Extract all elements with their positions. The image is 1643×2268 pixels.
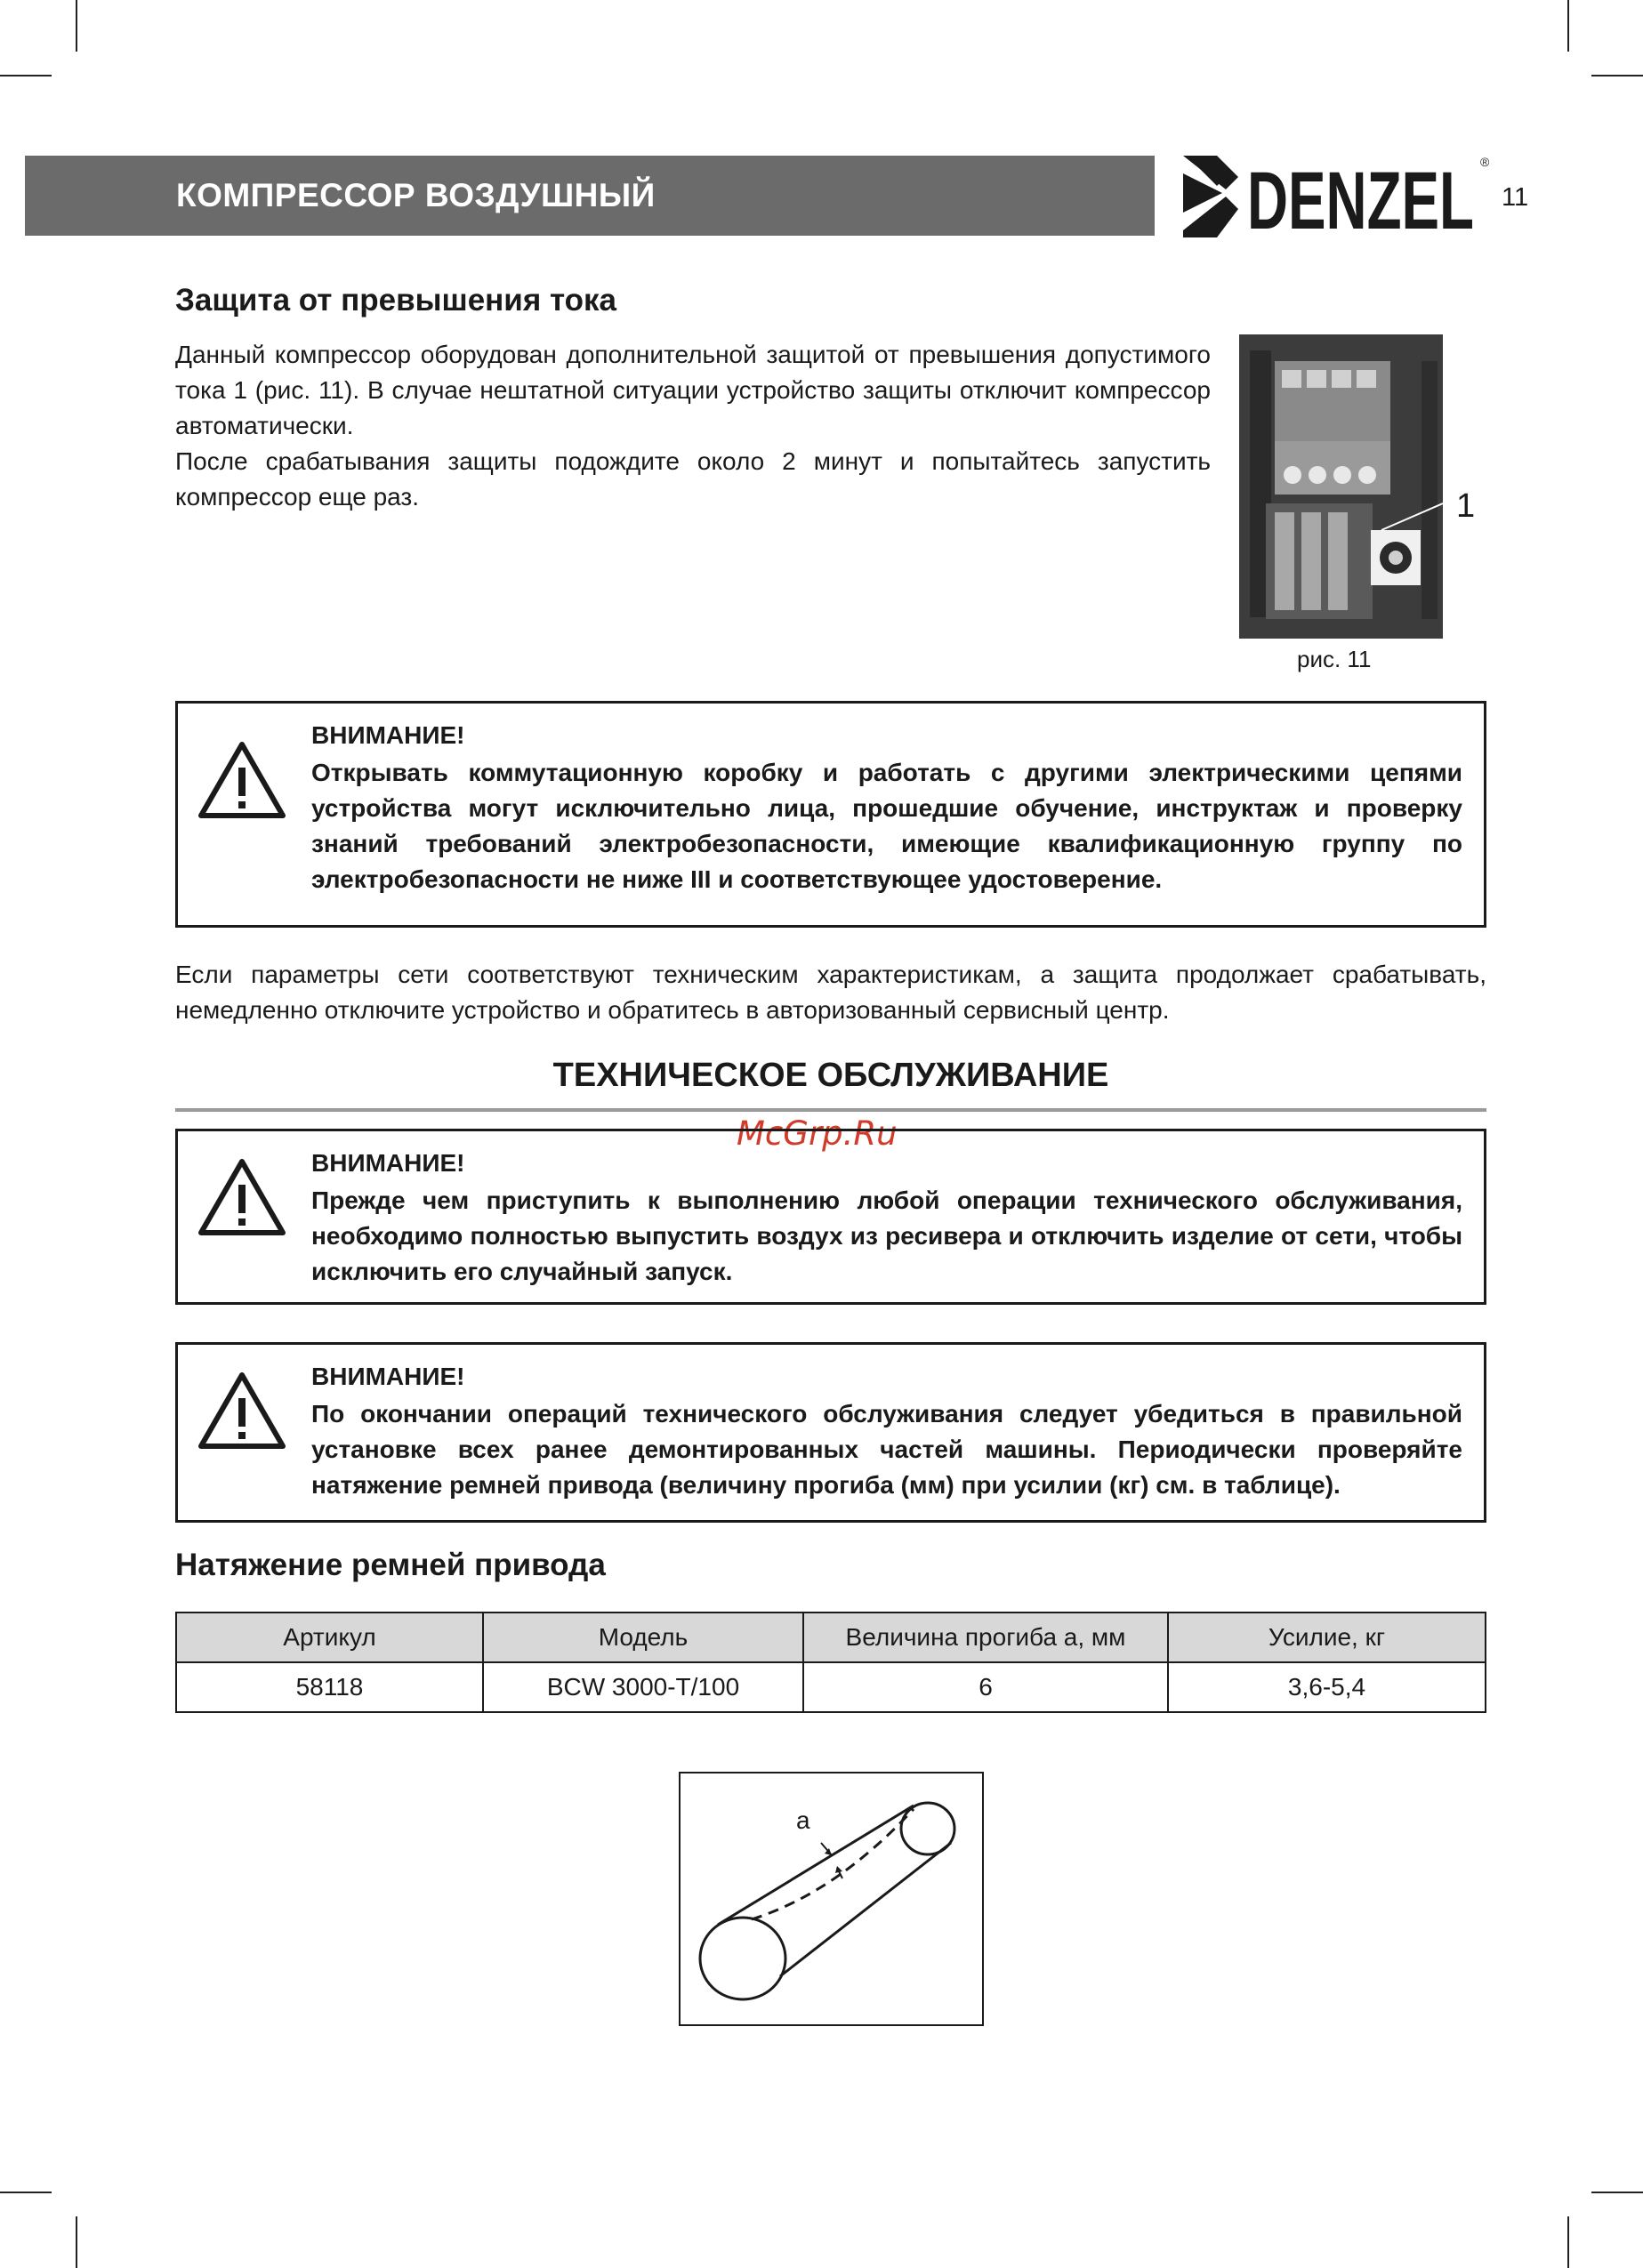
figure-caption: рис. 11: [1297, 646, 1372, 672]
protection-device-photo: [1239, 334, 1443, 639]
belt-deflection-diagram: [679, 1772, 984, 2026]
crop-mark: [1591, 75, 1643, 76]
warning-text: Открывать коммутационную коробку и работать с другими электрическими цепями устройства могут исключительно лица, прошедшие обучение, инструктаж и проверку знаний требований электробезопасности, имеющие квалификационную группу по электробезопасности не ниже III и соответствующее удостоверение.: [311, 759, 1462, 893]
table-row: [176, 1662, 1486, 1712]
figure-callout-number: 1: [1456, 487, 1476, 525]
header-title: КОМПРЕССОР ВОЗДУШНЫЙ: [25, 156, 1155, 236]
warning-text: По окончании операций технического обслуживания следует убедиться в правильной установке всех ранее демонтированных частей машины. Периодически проверяйте натяжение ремней привода (величину прогиба (мм) при усилии (кг) см. в таблице).: [311, 1400, 1462, 1499]
warning-box-reassembly: [175, 1342, 1486, 1523]
warning-text: Прежде чем приступить к выполнению любой операции технического обслуживания, необходимо полностью выпустить воздух из ресивера и отключить изделие от сети, чтобы исключить его случайный запуск.: [311, 1186, 1462, 1285]
crop-mark: [1591, 2192, 1643, 2193]
overcurrent-paragraph-1: Данный компрессор оборудован дополнительной защитой от превышения допустимого тока 1 (рис. 11). В случае нештатной ситуации устройство защиты отключит компрессор автоматически.: [175, 341, 1211, 439]
service-center-paragraph: Если параметры сети соответствуют техническим характеристикам, а защита продолжает срабатывать, немедленно отключите устройство и обратитесь в авторизованный сервисный центр.: [175, 961, 1486, 1024]
overcurrent-paragraph-2: После срабатывания защиты подождите около 2 минут и попытайтесь запустить компрессор еще раз.: [175, 447, 1211, 511]
crop-mark: [1567, 2216, 1569, 2268]
svg-text:DENZEL: DENZEL: [1247, 156, 1474, 246]
svg-text:®: ®: [1480, 155, 1490, 169]
warning-box-electrical: [175, 701, 1486, 928]
belt-tension-heading: Натяжение ремней привода: [175, 1548, 606, 1582]
warning-box-air-release: [175, 1129, 1486, 1305]
table-header-row: [176, 1613, 1486, 1662]
warning-title: ВНИМАНИЕ!: [311, 721, 465, 749]
deflection-label: a: [796, 1806, 810, 1834]
column-header: Величина прогиба а, мм: [803, 1613, 1168, 1662]
column-header: Усилие, кг: [1168, 1613, 1486, 1662]
warning-icon: [197, 741, 286, 819]
maintenance-title: ТЕХНИЧЕСКОЕ ОБСЛУЖИВАНИЕ: [552, 1057, 1109, 1094]
warning-icon: [197, 1158, 286, 1236]
warning-title: ВНИМАНИЕ!: [311, 1363, 465, 1390]
table-cell: BCW 3000-T/100: [483, 1662, 803, 1712]
column-header: Артикул: [176, 1613, 483, 1662]
section-divider: [175, 1108, 1486, 1112]
belt-tension-table: [175, 1612, 1486, 1713]
table-cell: 3,6-5,4: [1168, 1662, 1486, 1712]
crop-mark: [0, 2192, 52, 2193]
warning-title: ВНИМАНИЕ!: [311, 1149, 465, 1177]
table-cell: 58118: [176, 1662, 483, 1712]
crop-mark: [76, 0, 77, 52]
watermark: McGrp.Ru: [737, 1114, 898, 1153]
page-number: 11: [1502, 183, 1529, 212]
overcurrent-heading: Защита от превышения тока: [175, 283, 617, 318]
denzel-logo: [1183, 147, 1490, 246]
crop-mark: [1567, 0, 1569, 52]
table-cell: 6: [803, 1662, 1168, 1712]
warning-icon: [197, 1371, 286, 1450]
crop-mark: [0, 75, 52, 76]
crop-mark: [76, 2216, 77, 2268]
column-header: Модель: [483, 1613, 803, 1662]
